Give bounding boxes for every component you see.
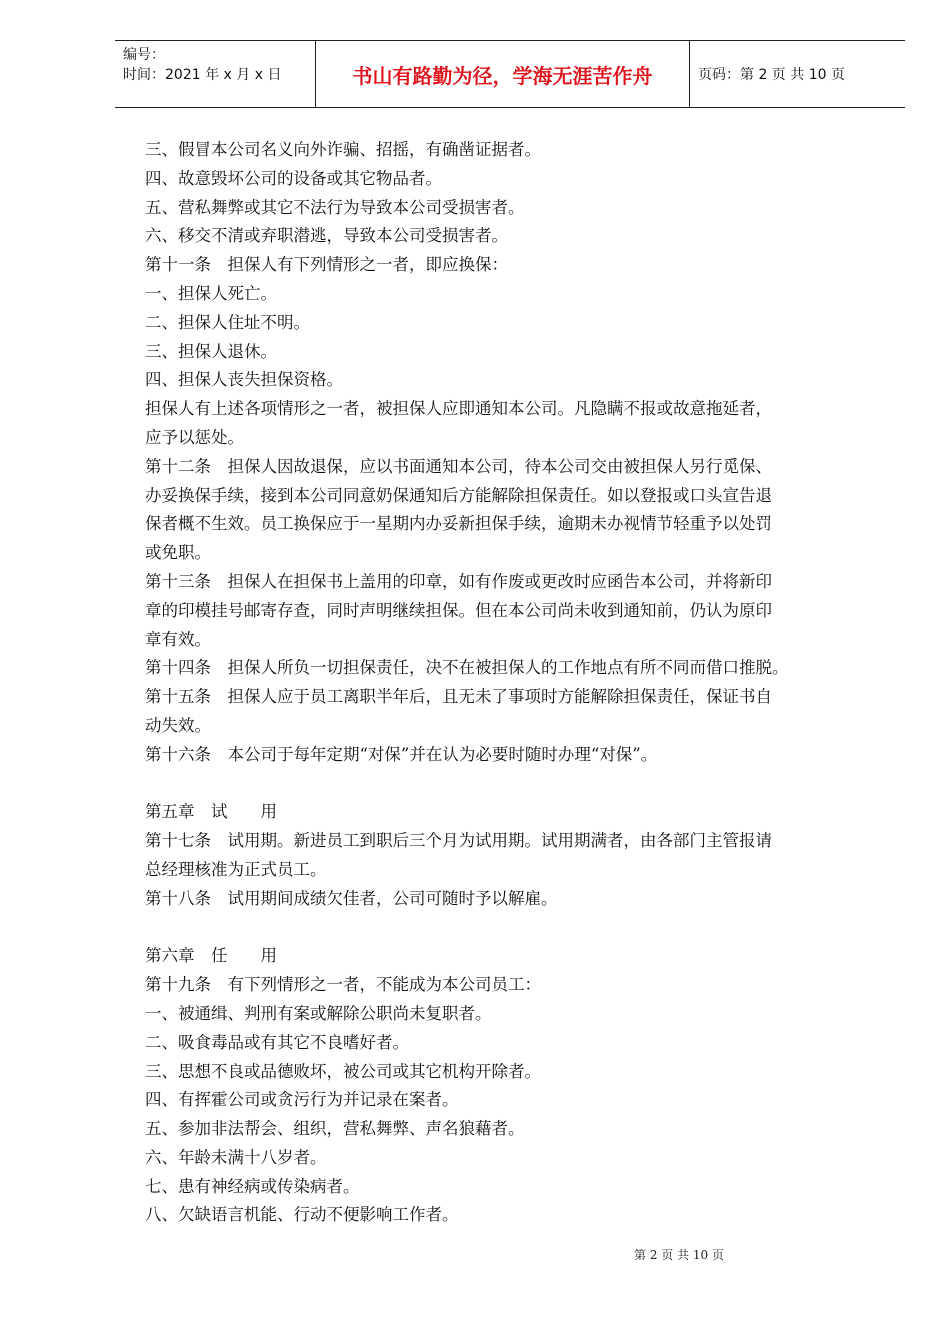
text-line: 第十一条 担保人有下列情形之一者，即应换保： <box>145 255 508 275</box>
text-line: 第六章 任 用 <box>145 946 277 966</box>
text-line: 第十九条 有下列情形之一者，不能成为本公司员工： <box>145 975 541 995</box>
text-line: 第五章 试 用 <box>145 802 277 822</box>
text-line: 一、被通缉、判刑有案或解除公职尚未复职者。 <box>145 1003 492 1023</box>
document-time-label: 时间：2021 年 x 月 x 日 <box>123 67 282 83</box>
text-line: 章有效。 <box>145 629 211 649</box>
text-line: 三、假冒本公司名义向外诈骗、招摇，有确凿证据者。 <box>145 140 541 159</box>
text-line: 二、担保人住址不明。 <box>145 312 310 332</box>
text-line: 四、有挥霍公司或贪污行为并记录在案者。 <box>145 1090 459 1110</box>
page-header <box>115 40 905 108</box>
text-line: 一、担保人死亡。 <box>145 283 277 303</box>
text-line: 或免职。 <box>145 543 211 563</box>
text-line: 第十七条 试用期。新进员工到职后三个月为试用期。试用期满者，由各部门主管报请 <box>145 831 772 851</box>
text-line: 第十八条 试用期间成绩欠佳者，公司可随时予以解雇。 <box>145 888 558 908</box>
text-line: 第十五条 担保人应于员工离职半年后，且无未了事项时方能解除担保责任，保证书自 <box>145 687 772 707</box>
text-line: 三、思想不良或品德败坏，被公司或其它机构开除者。 <box>145 1061 541 1081</box>
header-meta <box>115 41 315 107</box>
text-line: 七、患有神经病或传染病者。 <box>145 1176 360 1196</box>
text-line: 三、担保人退休。 <box>145 341 277 361</box>
text-line: 八、欠缺语言机能、行动不便影响工作者。 <box>145 1205 459 1225</box>
text-line: 担保人有上述各项情形之一者，被担保人应即通知本公司。凡隐瞒不报或故意拖延者， <box>145 399 772 419</box>
text-line: 保者概不生效。员工换保应于一星期内办妥新担保手续，逾期未办视情节轻重予以处罚 <box>145 514 772 534</box>
header-motto: 书山有路勤为径，学海无涯苦作舟 <box>315 41 690 107</box>
blank-line <box>145 914 890 943</box>
document-number-label: 编号： <box>123 47 165 63</box>
text-line: 应予以惩处。 <box>145 427 244 447</box>
page-footer: 第 2 页 共 10 页 <box>634 1248 724 1262</box>
text-line: 第十三条 担保人在担保书上盖用的印章，如有作废或更改时应函告本公司，并将新印 <box>145 571 772 591</box>
text-line: 动失效。 <box>145 715 211 735</box>
text-line: 第十四条 担保人所负一切担保责任，决不在被担保人的工作地点有所不同而借口推脱。 <box>145 658 789 678</box>
text-line: 四、担保人丧失担保资格。 <box>145 370 343 390</box>
text-line: 总经理核准为正式员工。 <box>145 859 327 879</box>
blank-line <box>145 770 890 799</box>
text-line: 第十六条 本公司于每年定期“对保”并在认为必要时随时办理“对保”。 <box>145 744 658 764</box>
text-line: 五、营私舞弊或其它不法行为导致本公司受损害者。 <box>145 197 525 217</box>
text-line: 第十二条 担保人因故退保，应以书面通知本公司，待本公司交由被担保人另行觅保、 <box>145 456 772 476</box>
text-line: 章的印模挂号邮寄存查，同时声明继续担保。但在本公司尚未收到通知前，仍认为原印 <box>145 600 772 620</box>
text-line: 二、吸食毒品或有其它不良嗜好者。 <box>145 1032 409 1052</box>
header-page-number: 页码：第 2 页 共 10 页 <box>698 67 845 83</box>
text-line: 四、故意毁坏公司的设备或其它物品者。 <box>145 168 442 188</box>
document-body <box>145 136 890 1230</box>
text-line: 办妥换保手续，接到本公司同意奶保通知后方能解除担保责任。如以登报或口头宣告退 <box>145 485 772 505</box>
text-line: 六、年龄未满十八岁者。 <box>145 1147 327 1167</box>
text-line: 五、参加非法帮会、组织，营私舞弊、声名狼藉者。 <box>145 1119 525 1139</box>
text-line: 六、移交不清或弃职潜逃，导致本公司受损害者。 <box>145 226 508 246</box>
